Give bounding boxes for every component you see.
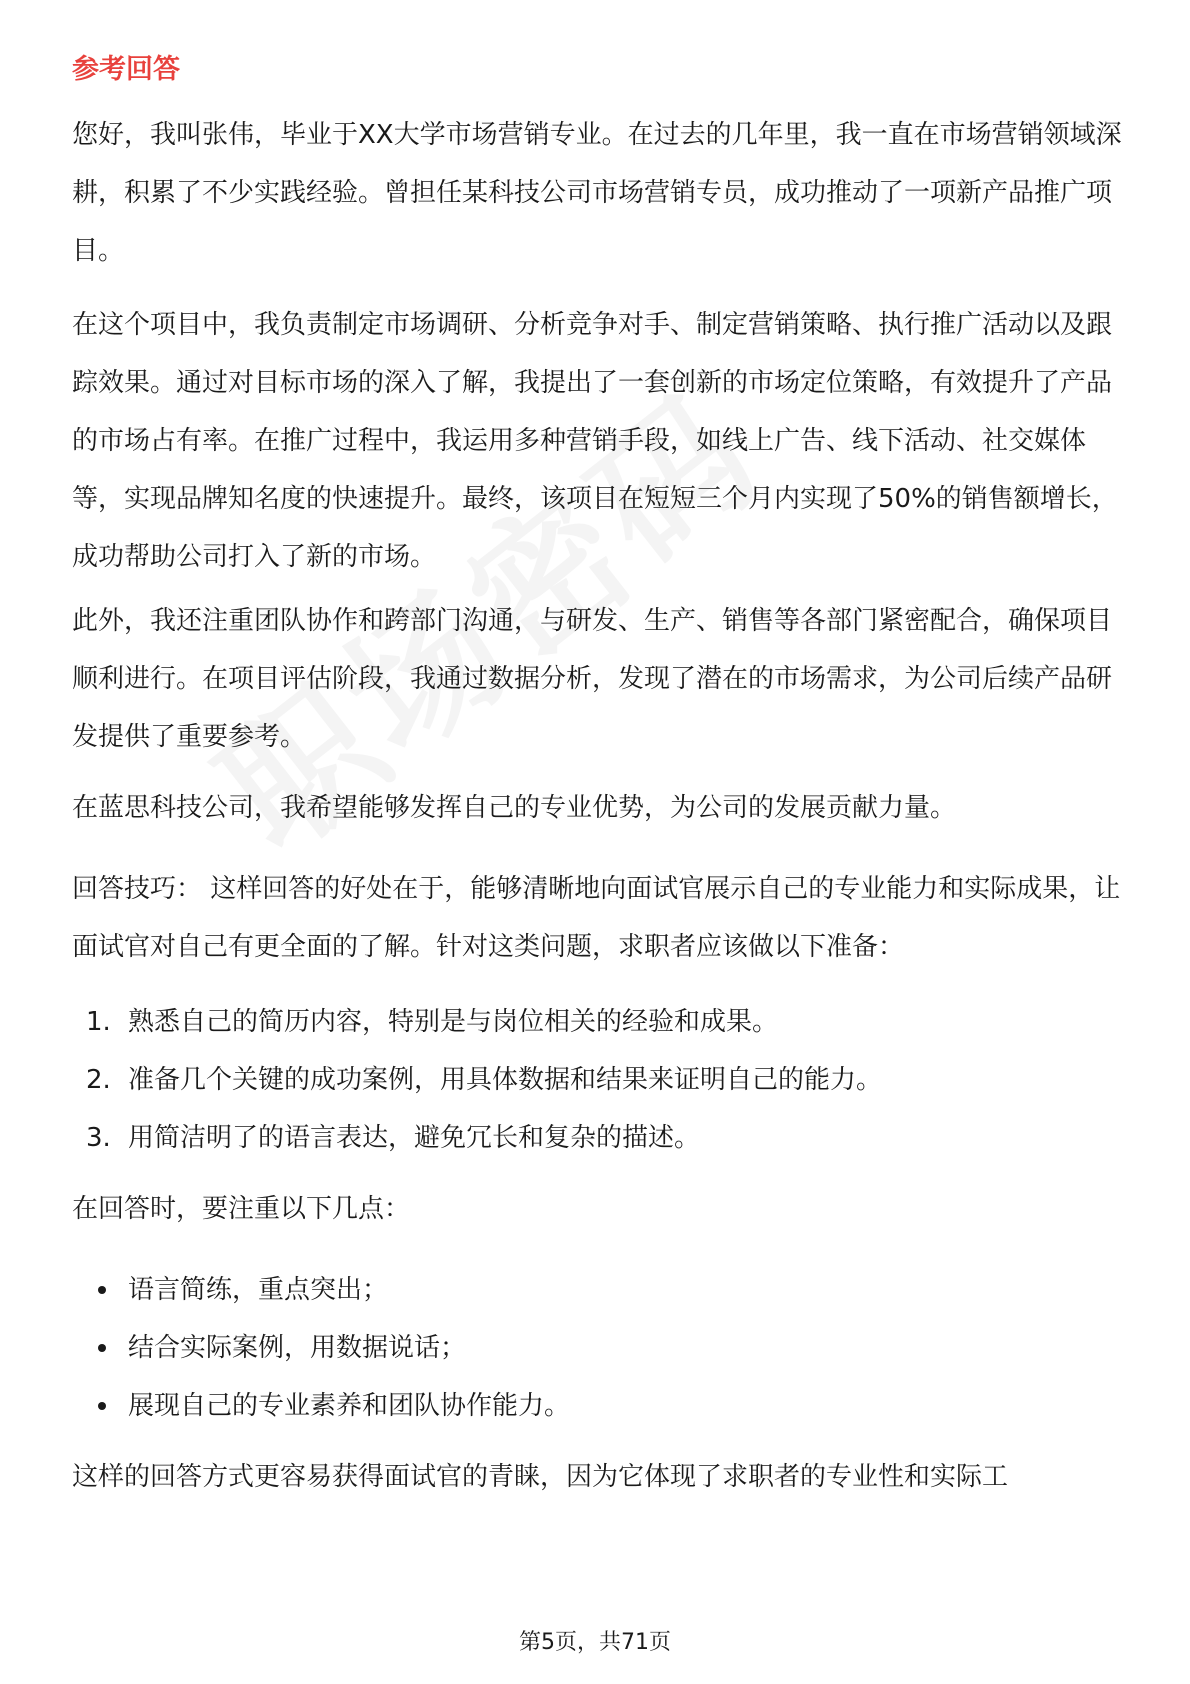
- list-item-text: 语言简练，重点突出；: [128, 1275, 389, 1305]
- paragraph-points-intro: 在回答时，要注重以下几点：: [72, 1194, 411, 1224]
- list-item-text: 结合实际案例，用数据说话；: [128, 1333, 467, 1363]
- list-number: 1.: [86, 1007, 111, 1037]
- paragraph-closing: 这样的回答方式更容易获得面试官的青睐，因为它体现了求职者的专业性和实际工: [72, 1462, 1009, 1492]
- list-item: [72, 1377, 1112, 1435]
- list-item: [72, 1051, 1112, 1109]
- list-item-text: 展现自己的专业素养和团队协作能力。: [128, 1391, 571, 1421]
- list-number: 3.: [86, 1123, 111, 1153]
- paragraph-teamwork: 此外，我还注重团队协作和跨部门沟通，与研发、生产、销售等各部门紧密配合，确保项目顺利进行。在项目评估阶段，我通过数据分析，发现了潜在的市场需求，为公司后续产品研发提供了重要参考。: [72, 606, 1113, 752]
- list-item: [72, 1261, 1112, 1319]
- bullet-icon: [98, 1402, 106, 1410]
- list-item: [72, 993, 1112, 1051]
- bullet-icon: [98, 1286, 106, 1294]
- paragraph-intro: 您好，我叫张伟，毕业于XX大学市场营销专业。在过去的几年里，我一直在市场营销领域深耕，积累了不少实践经验。曾担任某科技公司市场营销专员，成功推动了一项新产品推广项目。: [72, 120, 1122, 266]
- list-item: [72, 1319, 1112, 1377]
- page-number-footer: 第5页，共71页: [519, 1630, 671, 1655]
- paragraph-project: 在这个项目中，我负责制定市场调研、分析竞争对手、制定营销策略、执行推广活动以及跟踪效果。通过对目标市场的深入了解，我提出了一套创新的市场定位策略，有效提升了产品的市场占有率。在推广过程中，我运用多种营销手段，如线上广告、线下活动、社交媒体等，实现品牌知名度的快速提升。最终，该项目在短短三个月内实现了50%的销售额增长，成功帮助公司打入了新的市场。: [72, 310, 1118, 572]
- list-item: [72, 1109, 1112, 1167]
- paragraph-aspiration: 在蓝思科技公司，我希望能够发挥自己的专业优势，为公司的发展贡献力量。: [72, 793, 957, 823]
- bullet-icon: [98, 1344, 106, 1352]
- paragraph-tips: 回答技巧： 这样回答的好处在于，能够清晰地向面试官展示自己的专业能力和实际成果，让面试官对自己有更全面的了解。针对这类问题，求职者应该做以下准备：: [72, 874, 1121, 962]
- list-item-text: 准备几个关键的成功案例，用具体数据和结果来证明自己的能力。: [128, 1065, 883, 1095]
- list-item-text: 用简洁明了的语言表达，避免冗长和复杂的描述。: [128, 1123, 701, 1153]
- list-item-text: 熟悉自己的简历内容，特别是与岗位相关的经验和成果。: [128, 1007, 779, 1037]
- bullet-list: [72, 1261, 1112, 1435]
- section-heading: 参考回答: [72, 54, 180, 85]
- numbered-list: [72, 993, 1112, 1167]
- list-number: 2.: [86, 1065, 111, 1095]
